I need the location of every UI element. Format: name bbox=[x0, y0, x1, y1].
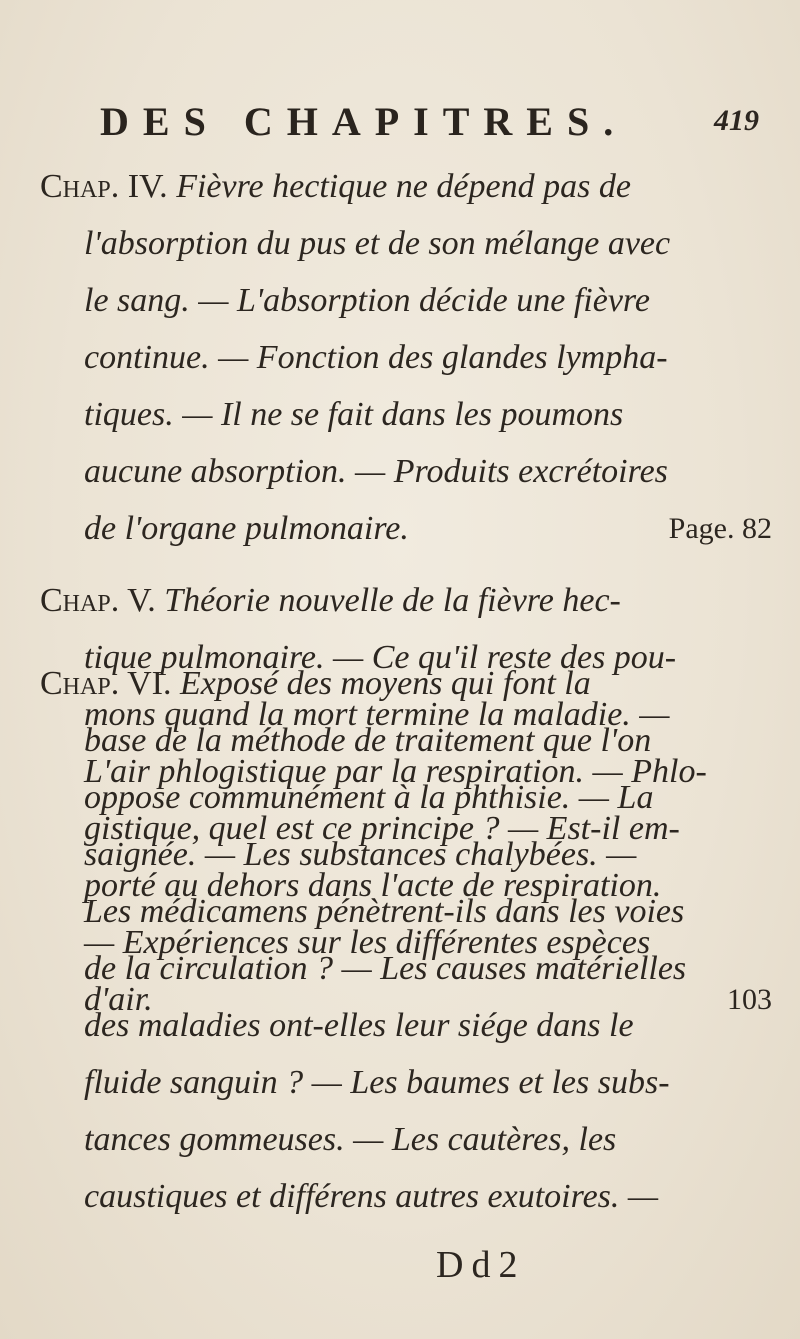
text-line: L'air phlogistique par la respiration. — Phlo- bbox=[84, 753, 707, 790]
text-line: fluide sanguin ? — Les baumes et les subs- bbox=[84, 1064, 670, 1101]
text-line bbox=[40, 500, 780, 557]
text-line: continue. — Fonction des glandes lympha- bbox=[84, 339, 668, 376]
chapter-text: Exposé des moyens qui font la bbox=[179, 665, 591, 702]
page-number: 419 bbox=[714, 104, 759, 137]
text-line: — Expériences sur les différentes espèces bbox=[84, 924, 651, 961]
text-line: caustiques et différens autres exutoires. — bbox=[84, 1178, 659, 1215]
chapter-text: d'air. bbox=[84, 981, 153, 1018]
text-line: tances gommeuses. — Les cautères, les bbox=[84, 1121, 617, 1158]
text-line: le sang. — L'absorption décide une fièvre bbox=[84, 282, 650, 319]
page-reference: Page. 82 bbox=[668, 512, 772, 545]
page-reference: 103 bbox=[727, 983, 772, 1016]
signature-mark: Dd2 bbox=[436, 1244, 526, 1286]
chapter-iv-entry bbox=[40, 158, 780, 557]
chapter-text: Théorie nouvelle de la fièvre hec- bbox=[164, 582, 621, 619]
header-title: DES CHAPITRES. bbox=[100, 99, 628, 144]
text-line bbox=[40, 158, 780, 215]
chapter-label: Chap. VI. bbox=[40, 665, 172, 702]
text-line: porté au dehors dans l'acte de respiration. bbox=[84, 867, 662, 904]
text-line bbox=[40, 655, 780, 712]
text-line: aucune absorption. — Produits excrétoires bbox=[84, 453, 668, 490]
text-line: tiques. — Il ne se fait dans les poumons bbox=[84, 396, 624, 433]
text-line: tique pulmonaire. — Ce qu'il reste des pou- bbox=[84, 639, 677, 676]
chapter-label: Chap. V. bbox=[40, 582, 156, 619]
text-line: base de la méthode de traitement que l'on bbox=[84, 722, 652, 759]
chapter-vi-entry-visible bbox=[40, 655, 780, 1225]
text-line: oppose communément à la phthisie. — La bbox=[84, 779, 654, 816]
chapter-text: de l'organe pulmonaire. bbox=[84, 510, 409, 547]
text-line: Les médicamens pénètrent-ils dans les voies bbox=[84, 893, 685, 930]
text-line bbox=[40, 572, 780, 629]
text-line: de la circulation ? — Les causes matérielles bbox=[84, 950, 687, 987]
text-line: mons quand la mort termine la maladie. — bbox=[84, 696, 670, 733]
running-header bbox=[0, 98, 800, 158]
text-line: l'absorption du pus et de son mélange avec bbox=[84, 225, 671, 262]
text-line: saignée. — Les substances chalybées. — bbox=[84, 836, 637, 873]
text-line: gistique, quel est ce principe ? — Est-il em- bbox=[84, 810, 680, 847]
chapter-label: Chap. IV. bbox=[40, 168, 168, 205]
chapter-text: Fièvre hectique ne dépend pas de bbox=[176, 168, 631, 205]
text-line: des maladies ont-elles leur siége dans le bbox=[84, 1007, 634, 1044]
